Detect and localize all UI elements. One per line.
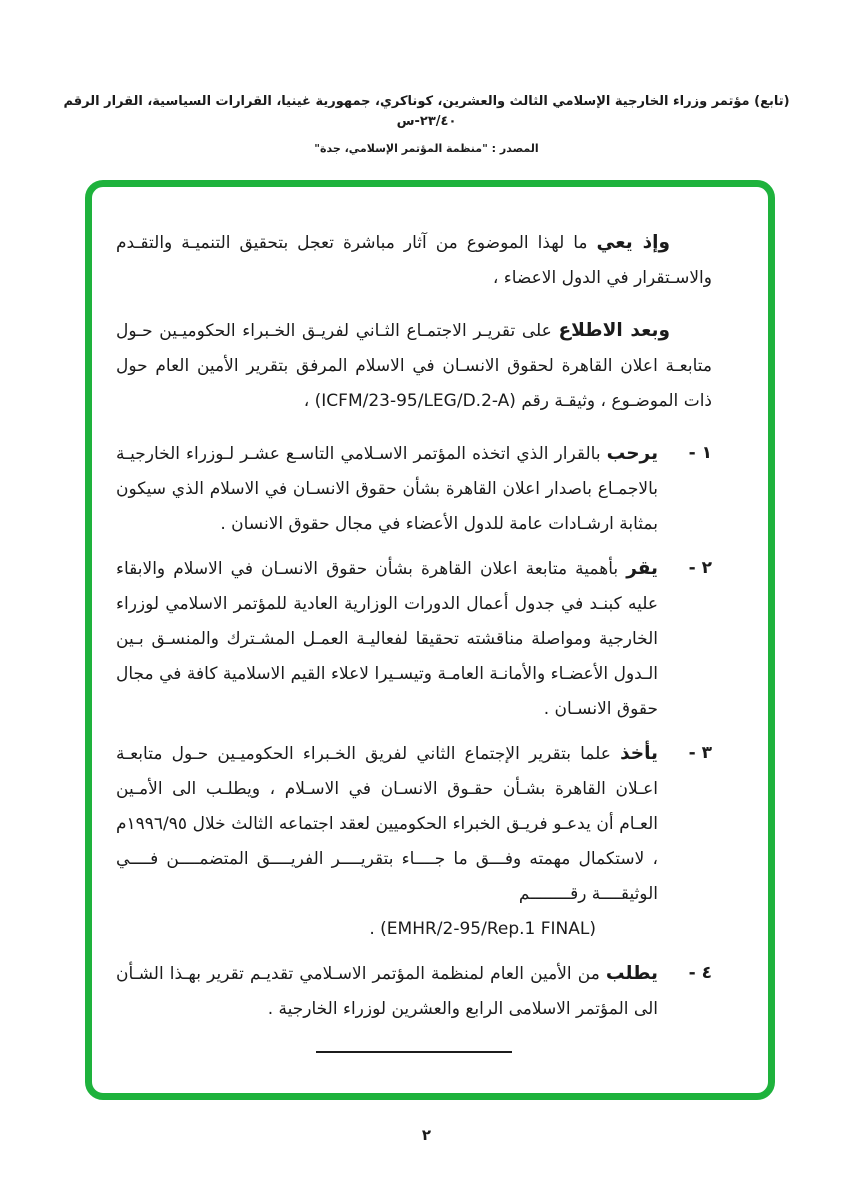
- preamble-paragraph: [116, 313, 712, 419]
- item-paragraph: [116, 736, 658, 912]
- item-lead: يأخذ: [620, 743, 658, 764]
- item-number: ٤ -: [688, 963, 712, 983]
- item-body: علما بتقرير الإجتماع الثاني لفريق الخـبراء الحكوميـين حـول متابعـة اعـلان القاهرة بشـأن حقـوق الانسـان في الاسـلام ، ويطلـب الى الأمـين العـام أن يدعـو فريـق الخبراء الحكوميين لعقد اجتماعه الثالث خلال ١٩٩٦/٩٥م ، لاستكمال مهمته وفـــق ما جــــاء بتقريــــر الفريــــق المتضمــــن فــــي الوثيقــــة رقــــــــم: [116, 744, 658, 904]
- resolution-item-2: [116, 551, 712, 727]
- document-header: [0, 0, 853, 156]
- section-divider: [316, 1051, 512, 1053]
- item-body: من الأمين العام لمنظمة المؤتمر الاسـلامي تقديـم تقرير بهـذا الشـأن الى المؤتمر الاسلامى الرابع والعشرين لوزراء الخارجية .: [116, 964, 658, 1019]
- item-number: ٣ -: [688, 743, 712, 763]
- preamble-text: على تقريـر الاجتمـاع الثـاني لفريـق الخـبراء الحكوميـين حـول متابعـة اعلان القاهرة لحقوق الانسـان في الاسلام المرفق بتقرير الأمين العام حول ذات الموضـوع ، وثيقـة رقم (ICFM/23-95/LEG/D.2-A) ،: [116, 321, 712, 411]
- resolution-item-3: [116, 736, 712, 947]
- item-paragraph: [116, 436, 658, 542]
- item-paragraph: [116, 551, 658, 727]
- item-body: بالقرار الذي اتخذه المؤتمر الاسـلامي التاسـع عشـر لـوزراء الخارجيـة بالاجمـاع باصدار اعلان القاهرة بشأن حقوق الانسـان في الاسلام الذي سيكون بمثابة ارشـادات عامة للدول الأعضاء في مجال حقوق الانسان .: [116, 444, 658, 534]
- highlight-border-box: [85, 180, 775, 1100]
- document-title: (تابع) مؤتمر وزراء الخارجية الإسلامي الثالث والعشرين، كوناكري، جمهورية غينيا، القرارات السياسية، القرار الرقم ٢٣/٤٠-س: [63, 94, 790, 129]
- item-body: بأهمية متابعة اعلان القاهرة بشأن حقوق الانسـان في الاسلام والابقاء عليه كبنـد في جدول أعمال الدورات الوزارية العادية للمؤتمر الاسلامي لوزراء الخارجية ومواصلة مناقشته تحقيقا لفعاليـة العمـل المشـترك والمنسـق بـين الـدول الأعضـاء والأمانـة العامـة وتيسـيرا لاعلاء القيم الاسلامية كافة في مجال حقوق الانسـان .: [116, 559, 658, 719]
- resolution-item-1: [116, 436, 712, 542]
- preamble-lead: وإذ يعي: [596, 232, 670, 253]
- resolution-item-4: [116, 956, 712, 1027]
- page-number: ٢: [421, 1126, 432, 1144]
- preamble-lead: وبعد الاطلاع: [558, 320, 670, 341]
- item-number: ٢ -: [688, 558, 712, 578]
- resolution-body: [116, 225, 712, 1053]
- item-number: ١ -: [688, 443, 712, 463]
- preamble-text: ما لهذا الموضوع من آثار مباشرة تعجل بتحقيق التنميـة والتقـدم والاسـتقرار في الدول الاعضاء ،: [116, 233, 712, 288]
- item-lead: يطلب: [605, 963, 658, 984]
- item-paragraph: [116, 956, 658, 1027]
- document-reference: (EMHR/2-95/Rep.1 FINAL) .: [369, 919, 596, 939]
- document-source: المصدر : "منظمة المؤتمر الإسلامي، جدة": [314, 142, 539, 155]
- item-lead: يرحب: [606, 443, 659, 464]
- preamble-paragraph: [116, 225, 712, 296]
- item-lead: يقر: [626, 558, 658, 579]
